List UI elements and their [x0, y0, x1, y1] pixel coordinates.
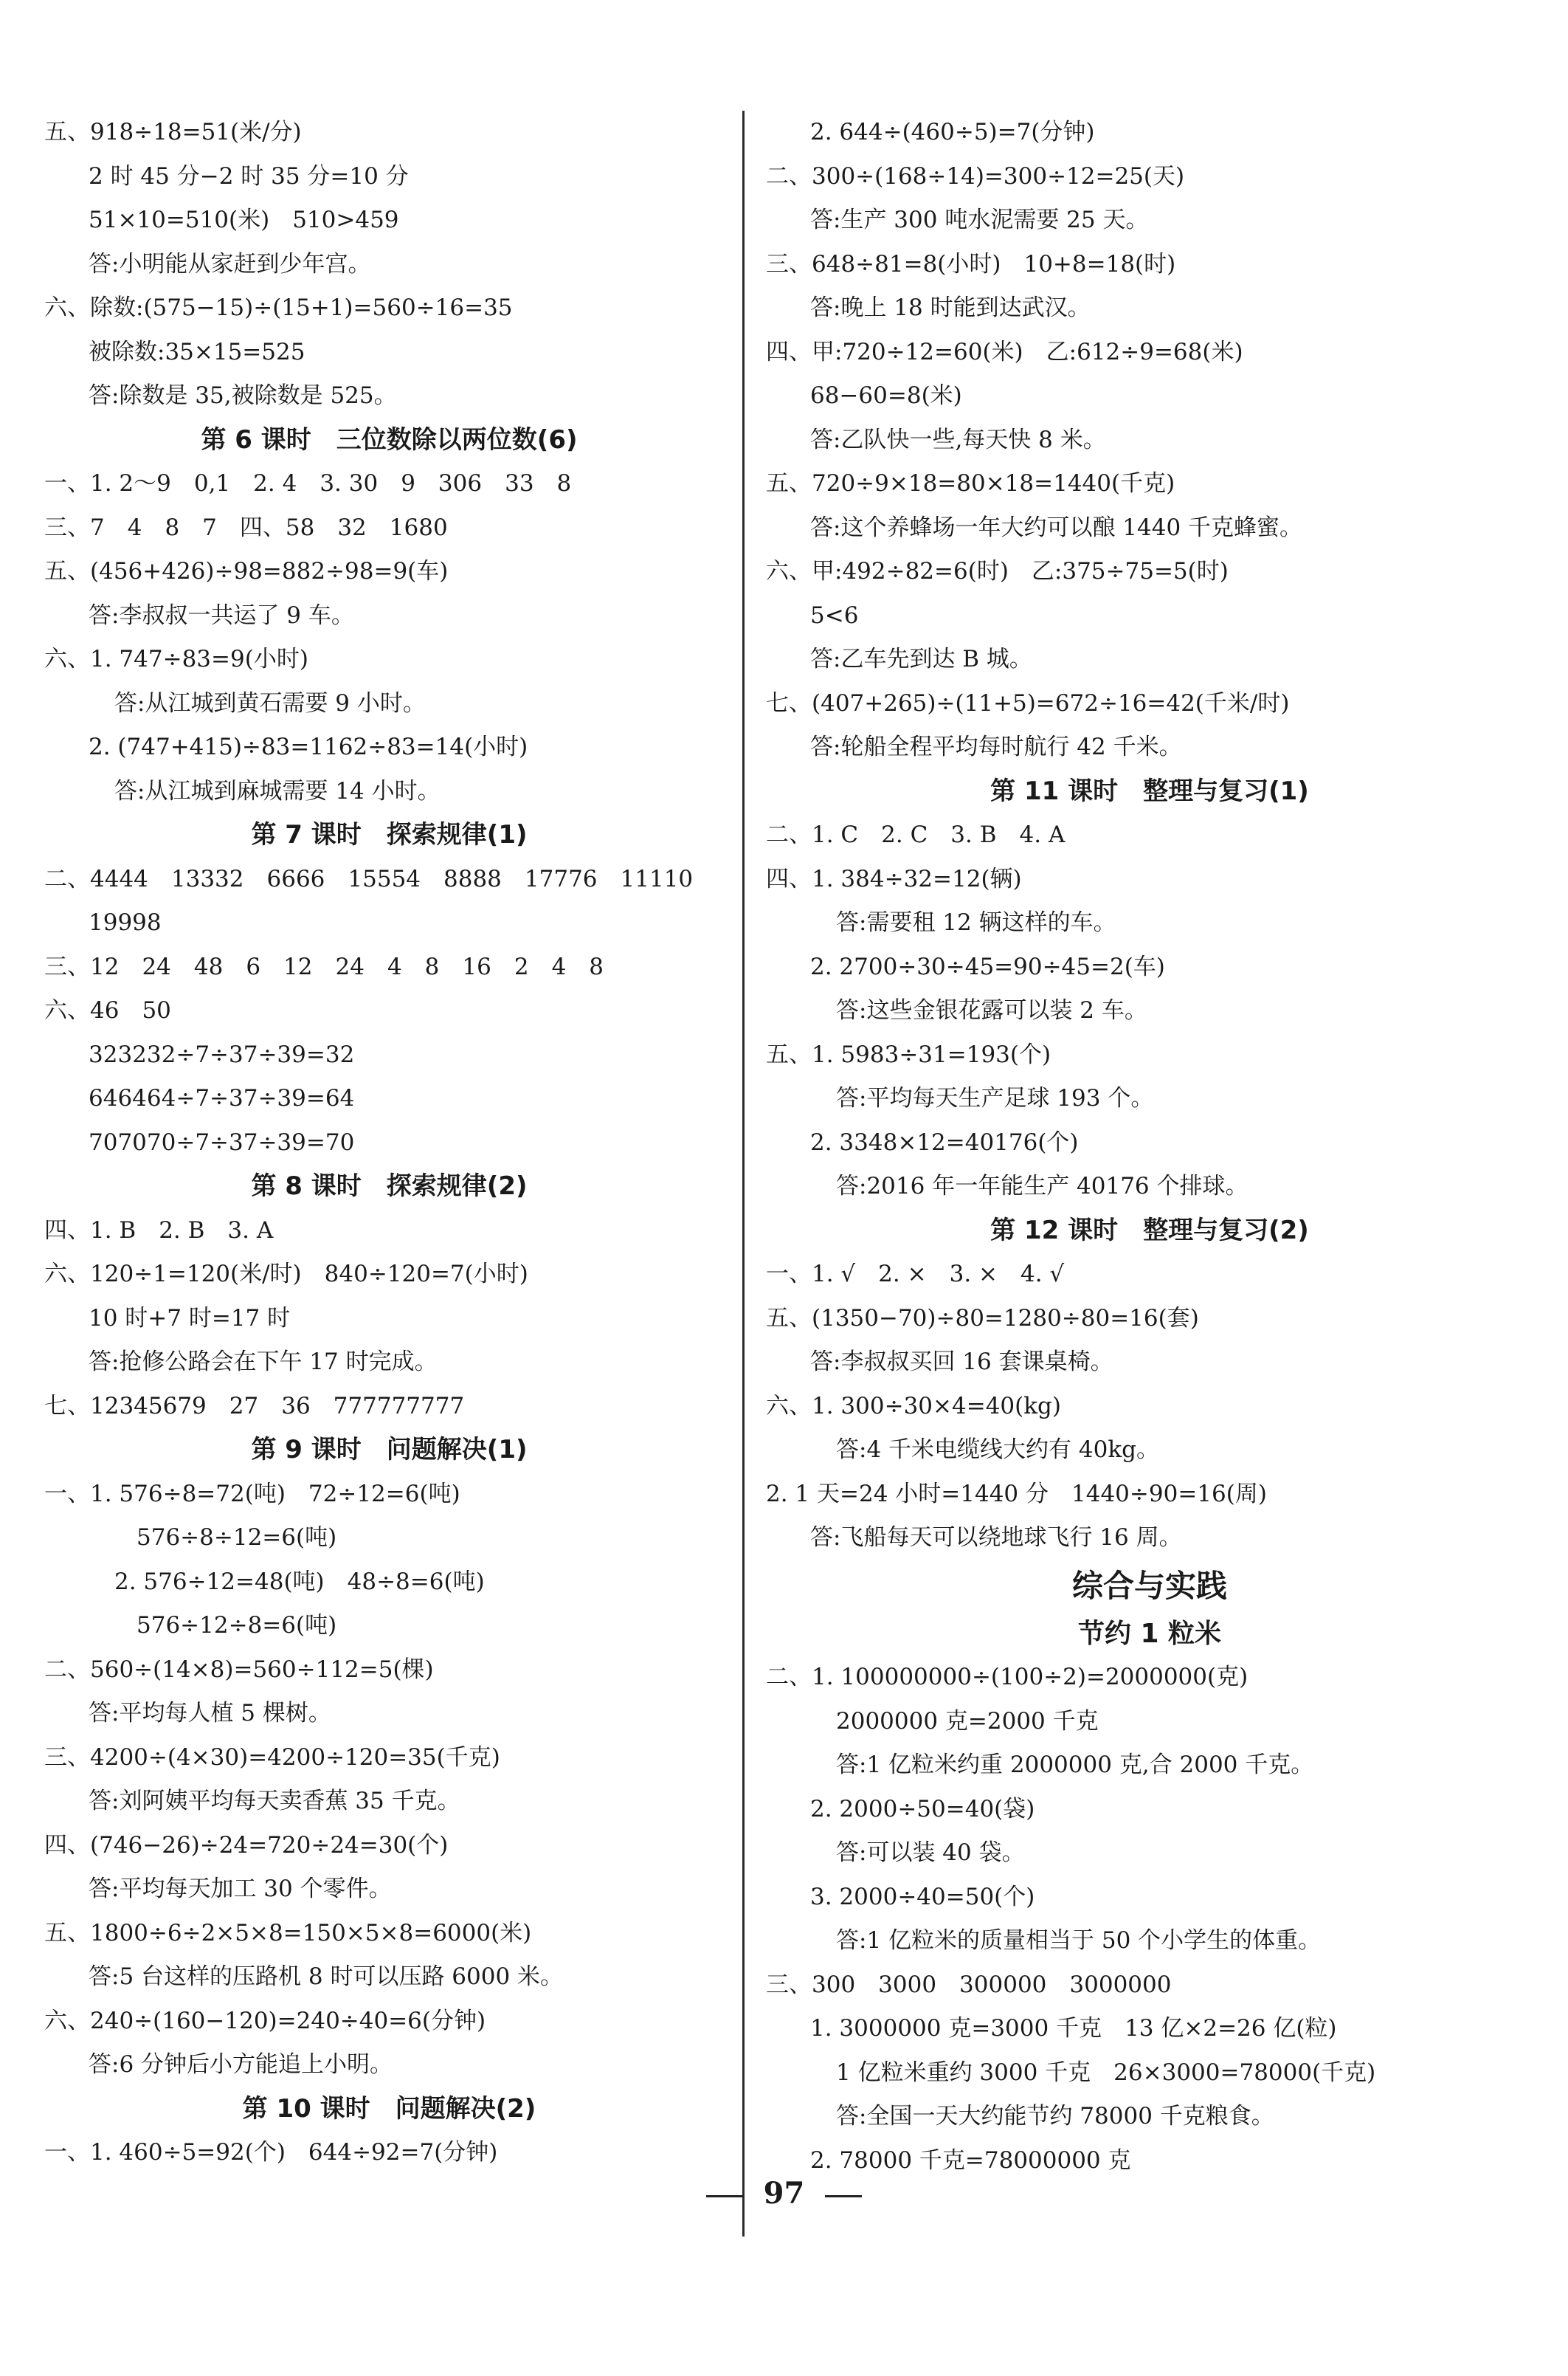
answer-line: 一、1. 460÷5=92(个) 644÷92=7(分钟)	[44, 2139, 498, 2166]
footer-dash-left	[706, 2195, 743, 2197]
section-heading: 节约 1 粒米	[1077, 1618, 1222, 1649]
answer-line: 一、1. 2～9 0,1 2. 4 3. 30 9 306 33 8	[44, 470, 572, 497]
section-heading: 第 7 课时 探索规律(1)	[251, 820, 528, 850]
section-heading: 第 10 课时 问题解决(2)	[242, 2093, 536, 2124]
answer-line: 三、648÷81=8(小时) 10+8=18(时)	[766, 250, 1176, 278]
answer-line: 六、1. 747÷83=9(小时)	[44, 646, 308, 672]
answer-line: 一、1. √ 2. × 3. × 4. √	[766, 1261, 1065, 1287]
section-heading: 综合与实践	[1071, 1567, 1227, 1604]
answer-line: 19998	[89, 909, 162, 936]
answer-line: 答:平均每天生产足球 193 个。	[836, 1085, 1154, 1112]
answer-line: 三、4200÷(4×30)=4200÷120=35(千克)	[44, 1743, 500, 1771]
answer-line: 2. 3348×12=40176(个)	[810, 1129, 1079, 1156]
answer-line: 2. 1 天=24 小时=1440 分 1440÷90=16(周)	[766, 1480, 1267, 1507]
answer-line: 2. 2700÷30÷45=90÷45=2(车)	[810, 953, 1165, 980]
answer-line: 五、(1350−70)÷80=1280÷80=16(套)	[766, 1304, 1199, 1332]
section-heading: 第 12 课时 整理与复习(2)	[990, 1215, 1309, 1245]
answer-line: 576÷12÷8=6(吨)	[137, 1612, 337, 1639]
answer-line: 四、甲:720÷12=60(米) 乙:612÷9=68(米)	[766, 338, 1243, 365]
answer-line: 答:这些金银花露可以装 2 车。	[836, 997, 1147, 1024]
answer-line: 答:1 亿粒米约重 2000000 克,合 2000 千克。	[836, 1752, 1314, 1778]
answer-line: 答:小明能从家赶到少年宫。	[89, 250, 371, 278]
answer-line: 2. (747+415)÷83=1162÷83=14(小时)	[89, 734, 528, 760]
answer-line: 答:全国一天大约能节约 78000 千克粮食。	[836, 2103, 1274, 2129]
page-footer	[0, 2176, 1568, 2211]
answer-line: 5<6	[810, 602, 859, 629]
answer-line: 六、240÷(160−120)=240÷40=6(分钟)	[44, 2007, 486, 2034]
answer-line: 答:4 千米电缆线大约有 40kg。	[836, 1436, 1159, 1463]
answer-line: 被除数:35×15=525	[89, 338, 305, 365]
answer-line: 五、918÷18=51(米/分)	[44, 119, 302, 145]
page-number: 97	[763, 2176, 805, 2211]
answer-line: 答:需要租 12 辆这样的车。	[836, 909, 1116, 936]
answer-line: 三、7 4 8 7 四、58 32 1680	[44, 514, 448, 541]
answer-line: 六、1. 300÷30×4=40(kg)	[766, 1392, 1061, 1419]
answer-line: 答:平均每人植 5 棵树。	[89, 1700, 331, 1726]
answer-line: 2000000 克=2000 千克	[836, 1707, 1099, 1735]
answer-line: 四、1. B 2. B 3. A	[44, 1216, 274, 1244]
answer-line: 2. 576÷12=48(吨) 48÷8=6(吨)	[114, 1568, 485, 1595]
answer-line: 答:生产 300 吨水泥需要 25 天。	[810, 207, 1149, 233]
answer-line: 答:从江城到黄石需要 9 小时。	[114, 689, 426, 717]
answer-line: 10 时+7 时=17 时	[89, 1304, 291, 1332]
answer-line: 答:刘阿姨平均每天卖香蕉 35 千克。	[89, 1788, 460, 1814]
answer-line: 答:抢修公路会在下午 17 时完成。	[89, 1349, 438, 1375]
answer-line: 六、120÷1=120(米/时) 840÷120=7(小时)	[44, 1261, 528, 1287]
answer-line: 答:除数是 35,被除数是 525。	[89, 382, 397, 409]
answer-line: 答:飞船每天可以绕地球飞行 16 周。	[810, 1524, 1182, 1551]
answer-line: 六、46 50	[44, 997, 171, 1024]
answer-line: 2. 644÷(460÷5)=7(分钟)	[810, 119, 1095, 145]
left-column	[44, 111, 734, 2175]
answer-line: 二、300÷(168÷14)=300÷12=25(天)	[766, 162, 1185, 190]
answer-line: 68−60=8(米)	[810, 382, 962, 409]
answer-line: 七、(407+265)÷(11+5)=672÷16=42(千米/时)	[766, 689, 1290, 717]
answer-line: 三、300 3000 300000 3000000	[766, 1971, 1172, 1998]
answer-line: 答:2016 年一年能生产 40176 个排球。	[836, 1173, 1248, 1199]
answer-line: 二、1. C 2. C 3. B 4. A	[766, 822, 1066, 848]
answer-line: 576÷8÷12=6(吨)	[137, 1524, 337, 1551]
answer-line: 二、560÷(14×8)=560÷112=5(棵)	[44, 1656, 434, 1683]
answer-line: 五、(456+426)÷98=882÷98=9(车)	[44, 558, 449, 585]
answer-line: 一、1. 576÷8=72(吨) 72÷12=6(吨)	[44, 1480, 460, 1507]
answer-line: 323232÷7÷37÷39=32	[89, 1041, 355, 1068]
answer-line: 二、1. 100000000÷(100÷2)=2000000(克)	[766, 1664, 1248, 1690]
answer-line: 3. 2000÷40=50(个)	[810, 1883, 1035, 1910]
answer-line: 六、甲:492÷82=6(时) 乙:375÷75=5(时)	[766, 558, 1229, 585]
answer-line: 51×10=510(米) 510>459	[89, 207, 399, 233]
answer-line: 答:5 台这样的压路机 8 时可以压路 6000 米。	[89, 1963, 564, 1990]
answer-line: 答:可以装 40 袋。	[836, 1839, 1025, 1866]
answer-line: 1 亿粒米重约 3000 千克 26×3000=78000(千克)	[836, 2059, 1376, 2086]
footer-dash-right	[825, 2195, 862, 2197]
answer-line: 四、1. 384÷32=12(辆)	[766, 865, 1022, 892]
answer-line: 646464÷7÷37÷39=64	[89, 1085, 355, 1112]
answer-line: 四、(746−26)÷24=720÷24=30(个)	[44, 1831, 449, 1859]
answer-line: 答:1 亿粒米的质量相当于 50 个小学生的体重。	[836, 1927, 1322, 1954]
section-heading: 第 11 课时 整理与复习(1)	[990, 776, 1309, 806]
answer-line: 答:乙车先到达 B 城。	[810, 646, 1032, 672]
answer-line: 六、除数:(575−15)÷(15+1)=560÷16=35	[44, 295, 513, 321]
answer-line: 答:从江城到麻城需要 14 小时。	[114, 777, 441, 805]
answer-line: 七、12345679 27 36 777777777	[44, 1392, 465, 1419]
section-heading: 第 9 课时 问题解决(1)	[251, 1435, 528, 1464]
column-divider	[742, 111, 745, 2236]
answer-line: 2 时 45 分−2 时 35 分=10 分	[89, 162, 409, 190]
right-column	[766, 111, 1533, 2183]
answer-line: 答:这个养蜂场一年大约可以酿 1440 千克蜂蜜。	[810, 514, 1303, 541]
answer-line: 答:李叔叔一共运了 9 车。	[89, 602, 354, 629]
answer-line: 1. 3000000 克=3000 千克 13 亿×2=26 亿(粒)	[810, 2015, 1337, 2042]
answer-line: 答:晚上 18 时能到达武汉。	[810, 295, 1091, 321]
answer-line: 五、720÷9×18=80×18=1440(千克)	[766, 470, 1175, 497]
answer-line: 五、1800÷6÷2×5×8=150×5×8=6000(米)	[44, 1919, 532, 1946]
answer-line: 答:6 分钟后小方能追上小明。	[89, 2051, 393, 2078]
section-heading: 第 8 课时 探索规律(2)	[251, 1171, 528, 1201]
answer-line: 707070÷7÷37÷39=70	[89, 1129, 355, 1156]
answer-line: 答:平均每天加工 30 个零件。	[89, 1876, 392, 1902]
section-heading: 第 6 课时 三位数除以两位数(6)	[201, 424, 578, 455]
answer-line: 答:轮船全程平均每时航行 42 千米。	[810, 734, 1182, 760]
answer-line: 五、1. 5983÷31=193(个)	[766, 1041, 1051, 1068]
answer-line: 答:李叔叔买回 16 套课桌椅。	[810, 1349, 1113, 1375]
answer-line: 答:乙队快一些,每天快 8 米。	[810, 426, 1106, 453]
answer-line: 2. 78000 千克=78000000 克	[810, 2146, 1131, 2174]
answer-line: 三、12 24 48 6 12 24 4 8 16 2 4 8	[44, 953, 604, 980]
answer-line: 2. 2000÷50=40(袋)	[810, 1795, 1035, 1822]
answer-line: 二、4444 13332 6666 15554 8888 17776 11110	[44, 865, 694, 892]
